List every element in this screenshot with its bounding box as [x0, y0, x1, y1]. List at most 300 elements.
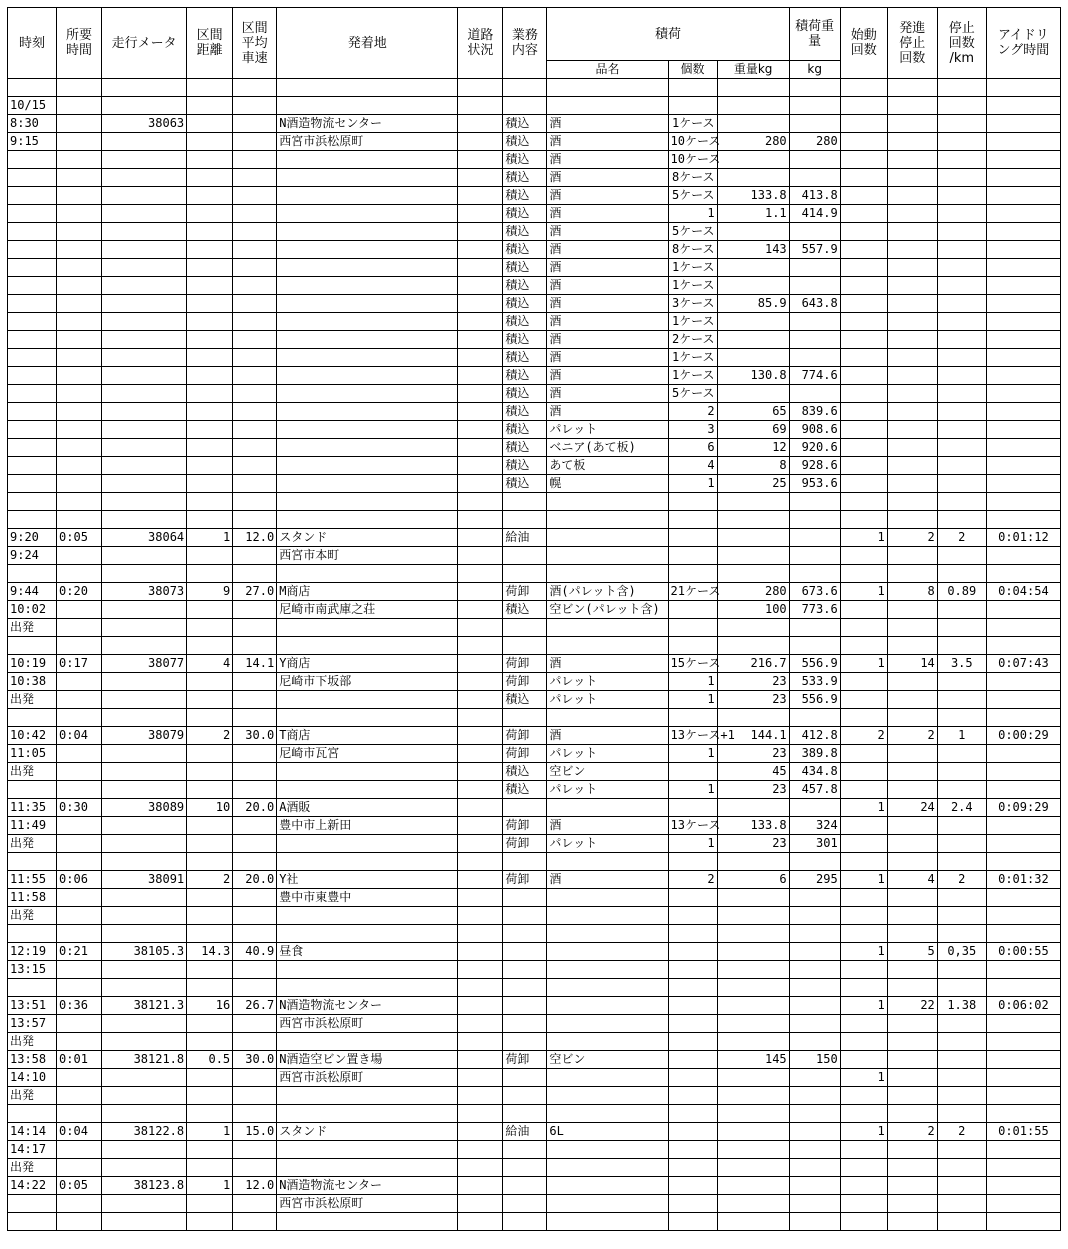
cell-task: 積込 [503, 151, 547, 169]
cell-location [277, 259, 458, 277]
cell-start-count [840, 673, 887, 691]
cell-weight: 85.9 [717, 295, 789, 313]
cell-stops-per-km: 0,35 [937, 943, 986, 961]
cell-odometer [102, 259, 187, 277]
header-kg: kg [789, 61, 840, 79]
cell-qty [668, 1213, 717, 1231]
cell-stops-per-km [937, 277, 986, 295]
cell-cargo-weight: 643.8 [789, 295, 840, 313]
cell-time: 8:30 [8, 115, 57, 133]
cell-idling [986, 475, 1060, 493]
cell-stops-per-km [937, 817, 986, 835]
cell-time [8, 277, 57, 295]
cell-weight: 8 [717, 457, 789, 475]
cell-weight: 23 [717, 691, 789, 709]
table-row [8, 439, 1061, 457]
cell-item [547, 1033, 668, 1051]
cell-duration [57, 151, 102, 169]
table-row [8, 763, 1061, 781]
cell-duration [57, 1033, 102, 1051]
cell-section-distance [187, 349, 233, 367]
cell-idling [986, 403, 1060, 421]
cell-start-count [840, 1159, 887, 1177]
cell-duration [57, 745, 102, 763]
cell-stopgo-count [887, 205, 937, 223]
cell-idling [986, 547, 1060, 565]
cell-road [458, 835, 503, 853]
cell-stopgo-count [887, 565, 937, 583]
cell-qty: 6 [668, 439, 717, 457]
cell-idling [986, 385, 1060, 403]
cell-avg-speed [233, 349, 277, 367]
cell-avg-speed [233, 925, 277, 943]
cell-odometer [102, 277, 187, 295]
cell-stops-per-km [937, 853, 986, 871]
cell-task: 荷卸 [503, 583, 547, 601]
cell-task: 給油 [503, 529, 547, 547]
cell-idling [986, 169, 1060, 187]
cell-task: 積込 [503, 205, 547, 223]
cell-road [458, 817, 503, 835]
cell-cargo-weight [789, 1015, 840, 1033]
cell-odometer: 38121.3 [102, 997, 187, 1015]
cell-weight: 45 [717, 763, 789, 781]
table-row [8, 583, 1061, 601]
table-row [8, 421, 1061, 439]
cell-stopgo-count: 2 [887, 727, 937, 745]
cell-stopgo-count: 8 [887, 583, 937, 601]
cell-stops-per-km [937, 511, 986, 529]
table-row [8, 1033, 1061, 1051]
cell-duration [57, 1105, 102, 1123]
cell-cargo-weight: 774.6 [789, 367, 840, 385]
cell-section-distance: 1 [187, 1123, 233, 1141]
cell-stops-per-km [937, 205, 986, 223]
cell-section-distance [187, 493, 233, 511]
cell-task [503, 979, 547, 997]
cell-time: 出発 [8, 691, 57, 709]
cell-item [547, 1213, 668, 1231]
cell-time: 出発 [8, 1033, 57, 1051]
table-row [8, 493, 1061, 511]
cell-duration [57, 475, 102, 493]
cell-cargo-weight: 414.9 [789, 205, 840, 223]
cell-start-count [840, 853, 887, 871]
cell-stopgo-count [887, 745, 937, 763]
cell-stops-per-km [937, 367, 986, 385]
cell-cargo-weight: 412.8 [789, 727, 840, 745]
cell-qty: 4 [668, 457, 717, 475]
cell-weight [717, 1087, 789, 1105]
cell-start-count [840, 313, 887, 331]
cell-cargo-weight [789, 1213, 840, 1231]
cell-idling [986, 1051, 1060, 1069]
cell-qty [668, 799, 717, 817]
cell-task [503, 547, 547, 565]
cell-time [8, 205, 57, 223]
cell-weight: 280 [717, 133, 789, 151]
cell-stopgo-count [887, 961, 937, 979]
cell-time: 14:17 [8, 1141, 57, 1159]
cell-time: 9:44 [8, 583, 57, 601]
cell-weight [717, 169, 789, 187]
table-row [8, 79, 1061, 97]
cell-start-count [840, 907, 887, 925]
cell-weight [717, 925, 789, 943]
cell-section-distance: 2 [187, 871, 233, 889]
cell-cargo-weight [789, 799, 840, 817]
cell-duration [57, 385, 102, 403]
cell-odometer: 38073 [102, 583, 187, 601]
cell-stopgo-count [887, 637, 937, 655]
cell-item [547, 799, 668, 817]
cell-qty [668, 1051, 717, 1069]
cell-idling [986, 1069, 1060, 1087]
cell-stopgo-count [887, 1069, 937, 1087]
cell-time [8, 853, 57, 871]
cell-idling [986, 295, 1060, 313]
cell-stops-per-km [937, 133, 986, 151]
cell-location [277, 277, 458, 295]
cell-stops-per-km [937, 439, 986, 457]
cell-stopgo-count [887, 403, 937, 421]
table-row [8, 205, 1061, 223]
cell-avg-speed [233, 1069, 277, 1087]
table-row [8, 313, 1061, 331]
table-row [8, 565, 1061, 583]
cell-stopgo-count [887, 763, 937, 781]
cell-start-count [840, 889, 887, 907]
cell-stopgo-count [887, 1105, 937, 1123]
cell-time: 出発 [8, 763, 57, 781]
cell-road [458, 187, 503, 205]
cell-item: あて板 [547, 457, 668, 475]
cell-road [458, 439, 503, 457]
cell-time: 出発 [8, 1087, 57, 1105]
cell-avg-speed [233, 493, 277, 511]
cell-stops-per-km: 2.4 [937, 799, 986, 817]
cell-qty: 5ケース [668, 187, 717, 205]
cell-section-distance [187, 1087, 233, 1105]
cell-odometer [102, 835, 187, 853]
cell-task [503, 97, 547, 115]
cell-avg-speed: 30.0 [233, 1051, 277, 1069]
table-row [8, 187, 1061, 205]
cell-avg-speed [233, 961, 277, 979]
cell-road [458, 421, 503, 439]
cell-time: 12:19 [8, 943, 57, 961]
cell-time: 10:38 [8, 673, 57, 691]
cell-stopgo-count [887, 889, 937, 907]
cell-item: 空ビン [547, 1051, 668, 1069]
cell-section-distance: 1 [187, 529, 233, 547]
cell-cargo-weight [789, 925, 840, 943]
table-row [8, 151, 1061, 169]
cell-weight [717, 385, 789, 403]
cell-duration [57, 1141, 102, 1159]
cell-item [547, 565, 668, 583]
cell-item: 酒 [547, 295, 668, 313]
cell-location [277, 331, 458, 349]
cell-avg-speed: 20.0 [233, 871, 277, 889]
cell-weight: 143 [717, 241, 789, 259]
cell-stopgo-count [887, 385, 937, 403]
cell-qty [668, 907, 717, 925]
cell-stops-per-km [937, 295, 986, 313]
cell-duration [57, 295, 102, 313]
cell-start-count [840, 493, 887, 511]
cell-task [503, 1015, 547, 1033]
cell-avg-speed [233, 187, 277, 205]
cell-task: 積込 [503, 241, 547, 259]
cell-odometer [102, 673, 187, 691]
cell-odometer [102, 367, 187, 385]
cell-odometer [102, 349, 187, 367]
cell-road [458, 799, 503, 817]
header-road: 道路 状況 [458, 8, 503, 79]
cell-stops-per-km [937, 151, 986, 169]
cell-task: 積込 [503, 187, 547, 205]
table-row [8, 979, 1061, 997]
cell-stops-per-km [937, 313, 986, 331]
cell-stops-per-km [937, 331, 986, 349]
cell-weight [717, 79, 789, 97]
cell-avg-speed [233, 277, 277, 295]
cell-item [547, 619, 668, 637]
table-row [8, 943, 1061, 961]
cell-qty: 1 [668, 475, 717, 493]
header-weight: 重量kg [717, 61, 789, 79]
cell-cargo-weight [789, 619, 840, 637]
cell-duration [57, 925, 102, 943]
cell-start-count [840, 817, 887, 835]
cell-stops-per-km [937, 1213, 986, 1231]
cell-time: 13:57 [8, 1015, 57, 1033]
cell-stopgo-count [887, 223, 937, 241]
cell-section-distance [187, 97, 233, 115]
cell-task: 荷卸 [503, 745, 547, 763]
cell-time: 10/15 [8, 97, 57, 115]
cell-weight: 280 [717, 583, 789, 601]
table-row [8, 1141, 1061, 1159]
cell-section-distance: 14.3 [187, 943, 233, 961]
cell-stops-per-km [937, 1087, 986, 1105]
cell-stops-per-km [937, 475, 986, 493]
cell-item: 空ビン(パレット含) [547, 601, 668, 619]
cell-road [458, 1105, 503, 1123]
cell-qty [668, 493, 717, 511]
cell-weight [717, 277, 789, 295]
cell-road [458, 889, 503, 907]
cell-qty [668, 1177, 717, 1195]
cell-location [277, 511, 458, 529]
cell-idling [986, 781, 1060, 799]
cell-start-count [840, 259, 887, 277]
cell-duration [57, 637, 102, 655]
header-stops-per-km: 停止 回数 /km [937, 8, 986, 79]
cell-qty [668, 97, 717, 115]
cell-time [8, 709, 57, 727]
cell-start-count [840, 1033, 887, 1051]
cell-stops-per-km [937, 835, 986, 853]
cell-start-count [840, 709, 887, 727]
cell-road [458, 331, 503, 349]
cell-duration [57, 889, 102, 907]
cell-location: N酒造物流センター [277, 1177, 458, 1195]
cell-section-distance: 2 [187, 727, 233, 745]
operation-log-table [7, 7, 1061, 1231]
cell-road [458, 781, 503, 799]
cell-cargo-weight [789, 1105, 840, 1123]
header-task: 業務 内容 [503, 8, 547, 79]
cell-idling [986, 349, 1060, 367]
cell-weight: 23 [717, 835, 789, 853]
cell-odometer [102, 979, 187, 997]
cell-time [8, 367, 57, 385]
cell-stopgo-count [887, 979, 937, 997]
cell-idling [986, 331, 1060, 349]
cell-odometer: 38105.3 [102, 943, 187, 961]
cell-task: 積込 [503, 475, 547, 493]
header-start-count: 始動 回数 [840, 8, 887, 79]
cell-item: 酒 [547, 277, 668, 295]
cell-odometer: 38089 [102, 799, 187, 817]
cell-start-count [840, 547, 887, 565]
cell-cargo-weight: 457.8 [789, 781, 840, 799]
cell-cargo-weight [789, 349, 840, 367]
table-row [8, 295, 1061, 313]
cell-road [458, 1177, 503, 1195]
cell-task [503, 799, 547, 817]
cell-road [458, 205, 503, 223]
cell-start-count [840, 781, 887, 799]
cell-odometer [102, 187, 187, 205]
cell-road [458, 691, 503, 709]
cell-task [503, 565, 547, 583]
table-row [8, 529, 1061, 547]
cell-duration: 0:01 [57, 1051, 102, 1069]
header-odometer: 走行メータ [102, 8, 187, 79]
cell-stops-per-km: 2 [937, 529, 986, 547]
cell-stops-per-km [937, 547, 986, 565]
cell-time [8, 331, 57, 349]
cell-section-distance [187, 1141, 233, 1159]
table-row [8, 1051, 1061, 1069]
cell-cargo-weight [789, 331, 840, 349]
cell-duration [57, 169, 102, 187]
cell-time: 9:24 [8, 547, 57, 565]
cell-section-distance [187, 115, 233, 133]
cell-duration: 0:30 [57, 799, 102, 817]
table-row [8, 277, 1061, 295]
header-time: 時刻 [8, 8, 57, 79]
cell-start-count [840, 367, 887, 385]
cell-location [277, 439, 458, 457]
cell-item: ベニア(あて板) [547, 439, 668, 457]
cell-cargo-weight: 301 [789, 835, 840, 853]
cell-odometer [102, 853, 187, 871]
cell-task: 積込 [503, 259, 547, 277]
table-row [8, 601, 1061, 619]
cell-stops-per-km [937, 385, 986, 403]
cell-duration [57, 331, 102, 349]
cell-task: 積込 [503, 601, 547, 619]
cell-odometer [102, 475, 187, 493]
cell-weight [717, 637, 789, 655]
cell-road [458, 295, 503, 313]
cell-weight [717, 1123, 789, 1141]
cell-odometer [102, 151, 187, 169]
cell-road [458, 997, 503, 1015]
cell-section-distance [187, 79, 233, 97]
cell-location: M商店 [277, 583, 458, 601]
cell-location [277, 763, 458, 781]
cell-section-distance [187, 223, 233, 241]
cell-location [277, 1141, 458, 1159]
cell-idling [986, 925, 1060, 943]
cell-odometer: 38122.8 [102, 1123, 187, 1141]
cell-avg-speed [233, 259, 277, 277]
cell-start-count: 1 [840, 655, 887, 673]
cell-task [503, 1033, 547, 1051]
cell-section-distance [187, 745, 233, 763]
cell-section-distance [187, 1015, 233, 1033]
cell-time [8, 925, 57, 943]
cell-idling [986, 1177, 1060, 1195]
cell-location [277, 1033, 458, 1051]
cell-odometer [102, 133, 187, 151]
cell-cargo-weight: 280 [789, 133, 840, 151]
cell-item [547, 1177, 668, 1195]
cell-weight: 6 [717, 871, 789, 889]
cell-section-distance [187, 295, 233, 313]
cell-duration [57, 547, 102, 565]
cell-location [277, 349, 458, 367]
cell-stopgo-count [887, 151, 937, 169]
cell-cargo-weight [789, 97, 840, 115]
cell-section-distance [187, 709, 233, 727]
cell-idling [986, 961, 1060, 979]
cell-location: T商店 [277, 727, 458, 745]
cell-start-count [840, 205, 887, 223]
cell-road [458, 709, 503, 727]
cell-location [277, 619, 458, 637]
cell-item: パレット [547, 745, 668, 763]
cell-start-count [840, 1015, 887, 1033]
cell-task [503, 1105, 547, 1123]
cell-stopgo-count: 5 [887, 943, 937, 961]
cell-cargo-weight [789, 637, 840, 655]
cell-qty: 1ケース [668, 115, 717, 133]
cell-road [458, 475, 503, 493]
cell-qty [668, 511, 717, 529]
cell-idling [986, 1195, 1060, 1213]
cell-location [277, 1087, 458, 1105]
cell-weight [717, 907, 789, 925]
cell-duration: 0:05 [57, 1177, 102, 1195]
table-row [8, 115, 1061, 133]
cell-weight [717, 565, 789, 583]
cell-section-distance [187, 511, 233, 529]
cell-start-count: 1 [840, 529, 887, 547]
cell-duration [57, 601, 102, 619]
cell-section-distance [187, 853, 233, 871]
header-stopgo-count: 発進 停止 回数 [887, 8, 937, 79]
cell-time: 11:05 [8, 745, 57, 763]
cell-avg-speed [233, 1213, 277, 1231]
cell-time: 出発 [8, 907, 57, 925]
cell-stopgo-count [887, 511, 937, 529]
